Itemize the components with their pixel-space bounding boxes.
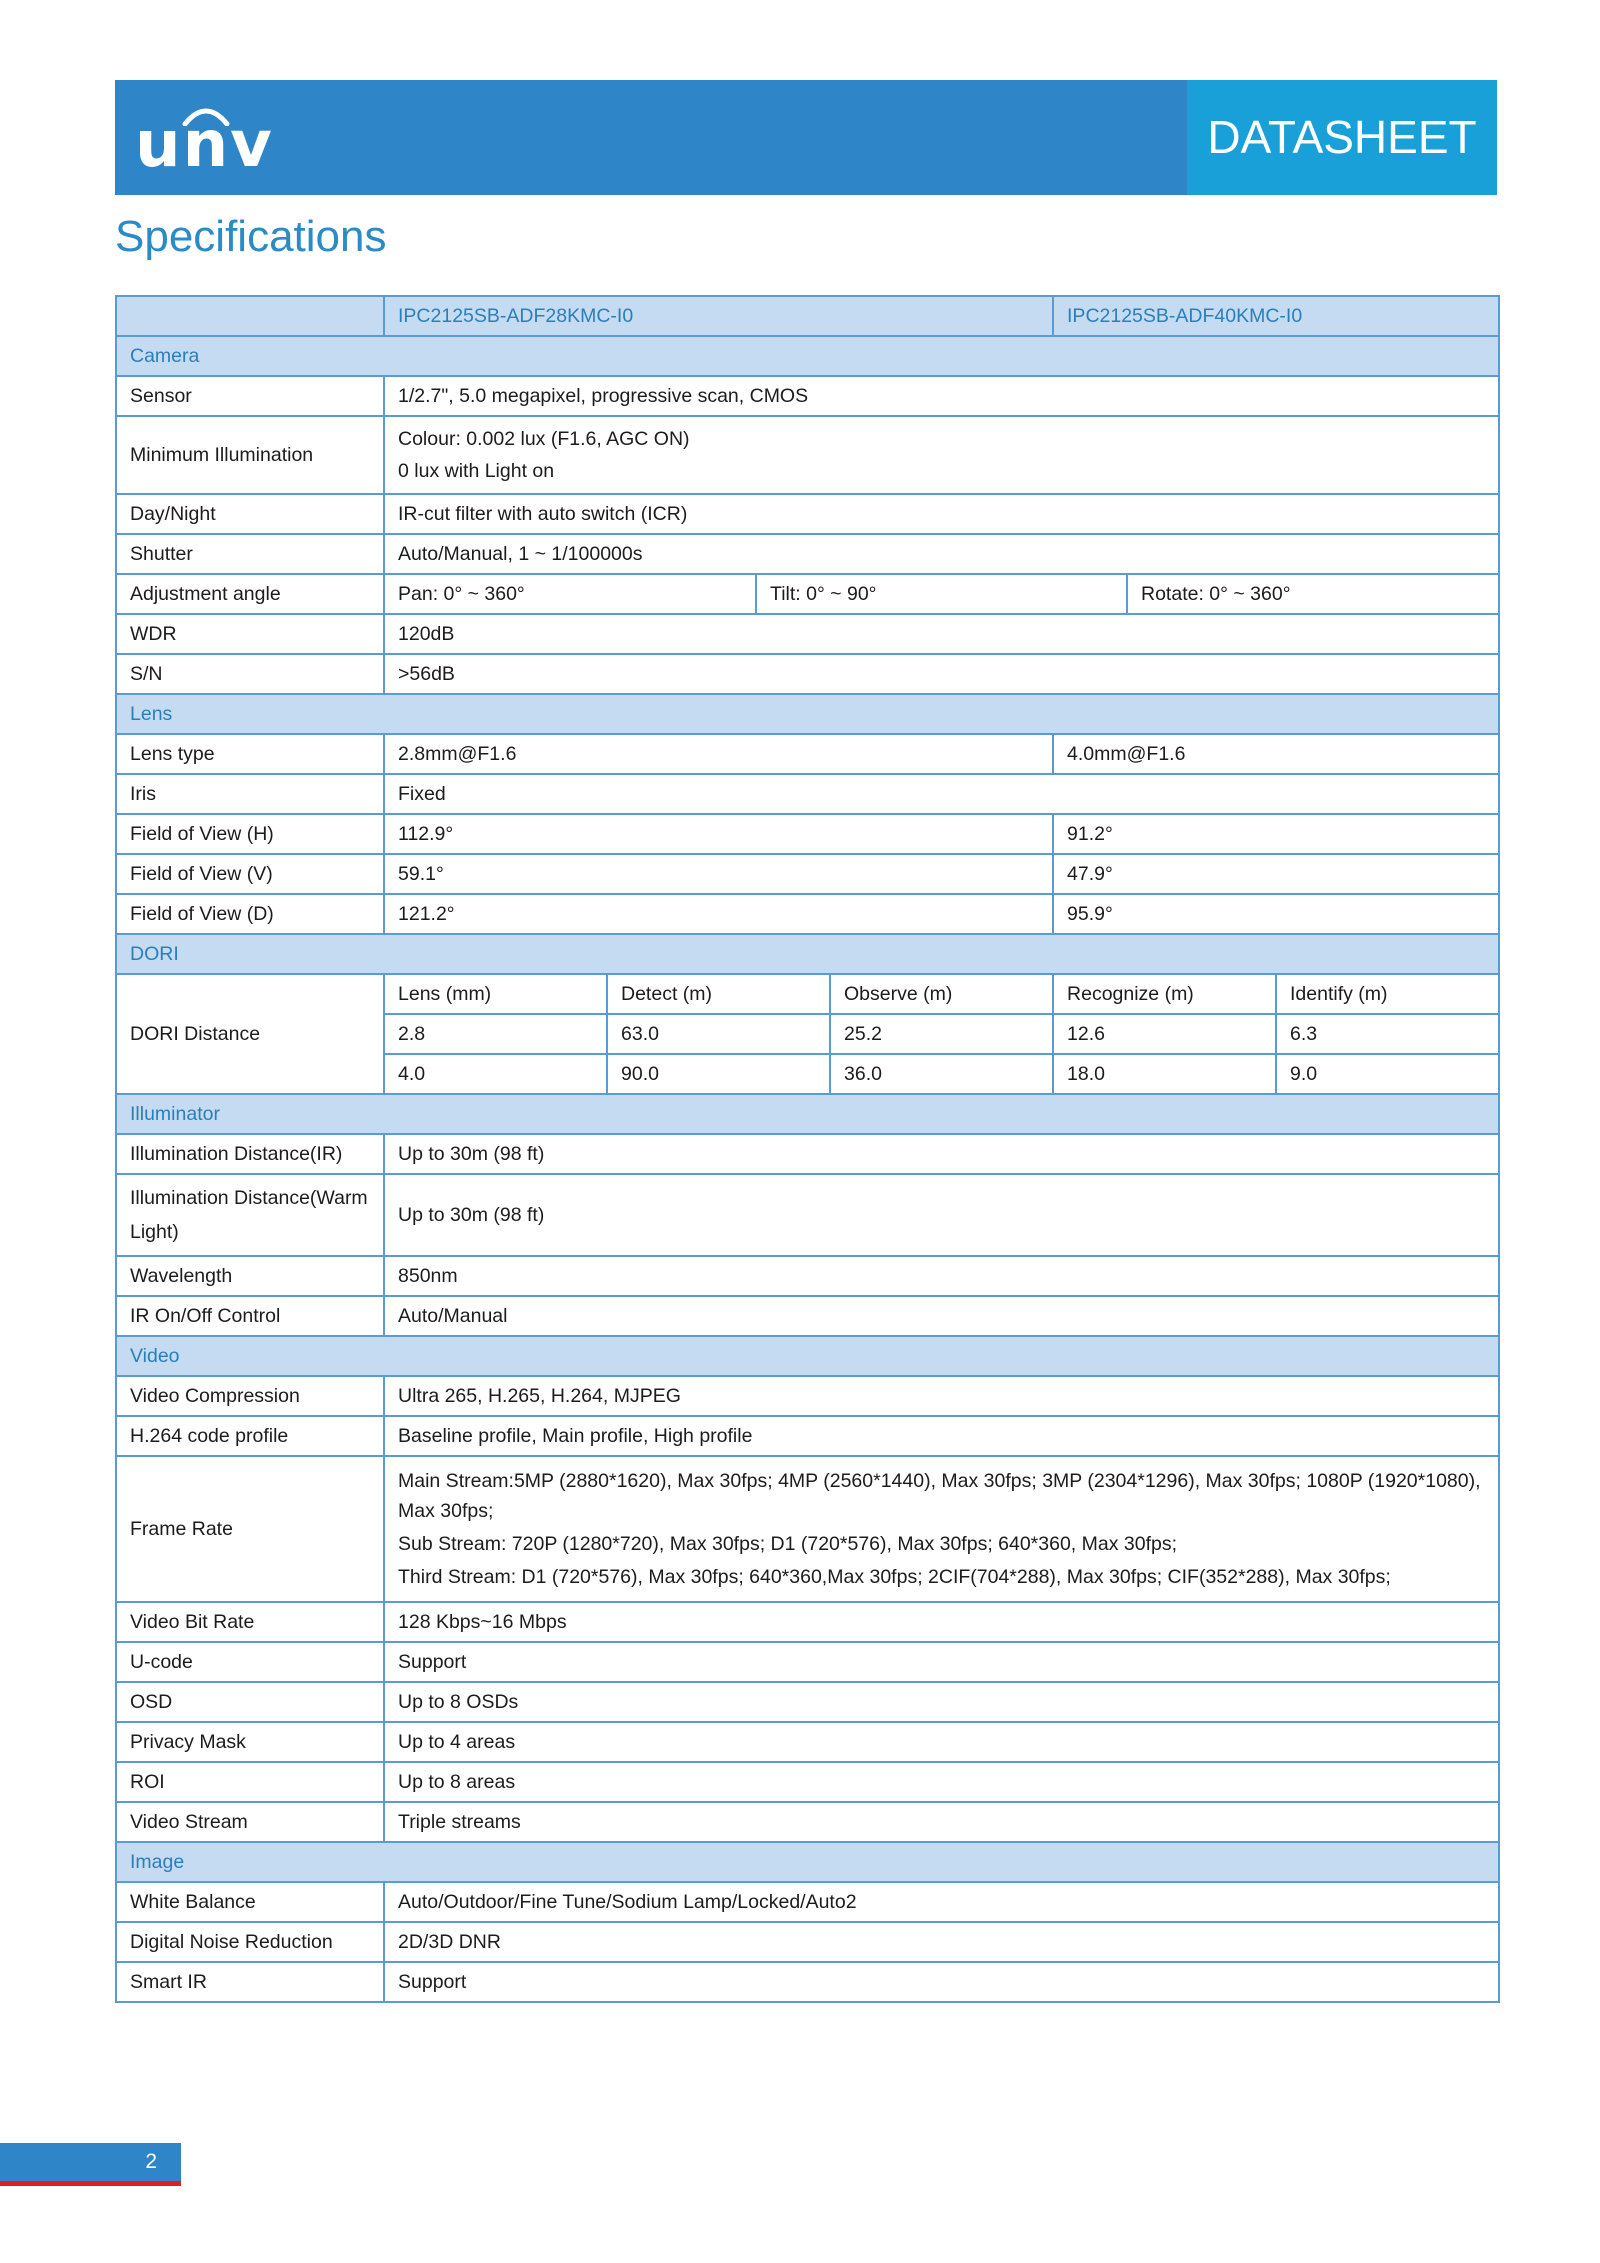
row-value: >56dB bbox=[384, 654, 1499, 694]
row-label: ROI bbox=[116, 1762, 384, 1802]
row-label: Sensor bbox=[116, 376, 384, 416]
row-value: Auto/Outdoor/Fine Tune/Sodium Lamp/Locked/Auto2 bbox=[384, 1882, 1499, 1922]
section-title: Image bbox=[116, 1842, 1499, 1882]
table-row bbox=[116, 614, 1499, 654]
row-value bbox=[384, 416, 1499, 494]
value-line: 0 lux with Light on bbox=[398, 460, 555, 482]
row-label: Lens type bbox=[116, 734, 384, 774]
row-value: 128 Kbps~16 Mbps bbox=[384, 1602, 1499, 1642]
table-row bbox=[116, 1376, 1499, 1416]
dori-header: Recognize (m) bbox=[1053, 974, 1276, 1014]
table-row bbox=[116, 1456, 1499, 1602]
row-label: WDR bbox=[116, 614, 384, 654]
dori-header-row bbox=[116, 974, 1499, 1014]
tilt-value: Tilt: 0° ~ 90° bbox=[756, 575, 1127, 613]
table-row bbox=[116, 1962, 1499, 2002]
logo-text: unv bbox=[135, 108, 274, 182]
row-value: 850nm bbox=[384, 1256, 1499, 1296]
table-row bbox=[116, 1416, 1499, 1456]
row-value: Triple streams bbox=[384, 1802, 1499, 1842]
rotate-value: Rotate: 0° ~ 360° bbox=[1141, 582, 1291, 605]
section-title: Video bbox=[116, 1336, 1499, 1376]
row-label: Privacy Mask bbox=[116, 1722, 384, 1762]
model-header-row bbox=[116, 296, 1499, 336]
dori-cell: 36.0 bbox=[830, 1054, 1053, 1094]
section-camera bbox=[116, 336, 1499, 376]
row-label: U-code bbox=[116, 1642, 384, 1682]
spec-table bbox=[115, 295, 1500, 2003]
adjust-subtable bbox=[385, 575, 1498, 613]
dori-cell: 12.6 bbox=[1053, 1014, 1276, 1054]
row-value: Ultra 265, H.265, H.264, MJPEG bbox=[384, 1376, 1499, 1416]
row-label: Minimum Illumination bbox=[116, 416, 384, 494]
dori-cell: 4.0 bbox=[384, 1054, 607, 1094]
row-value-model-2: 91.2° bbox=[1053, 814, 1499, 854]
row-value: 1/2.7", 5.0 megapixel, progressive scan, CMOS bbox=[384, 376, 1499, 416]
logo-arc-icon bbox=[181, 104, 231, 126]
row-value: IR-cut filter with auto switch (ICR) bbox=[384, 494, 1499, 534]
table-row bbox=[116, 734, 1499, 774]
table-row bbox=[116, 774, 1499, 814]
row-value: Support bbox=[384, 1962, 1499, 2002]
header-banner bbox=[115, 80, 1497, 195]
row-label: Frame Rate bbox=[116, 1456, 384, 1602]
dori-header: Observe (m) bbox=[830, 974, 1053, 1014]
row-label: Field of View (D) bbox=[116, 894, 384, 934]
section-title: Illuminator bbox=[116, 1094, 1499, 1134]
brand-logo bbox=[135, 92, 285, 182]
row-value: Up to 4 areas bbox=[384, 1722, 1499, 1762]
page-number: 2 bbox=[0, 2143, 181, 2181]
value-line: Sub Stream: 720P (1280*720), Max 30fps; D1 (720*576), Max 30fps; 640*360, Max 30fps; bbox=[398, 1533, 1178, 1555]
section-image bbox=[116, 1842, 1499, 1882]
table-row bbox=[116, 1134, 1499, 1174]
dori-header: Identify (m) bbox=[1276, 974, 1499, 1014]
row-label: Smart IR bbox=[116, 1962, 384, 2002]
page-title: Specifications bbox=[115, 212, 387, 261]
row-label: Day/Night bbox=[116, 494, 384, 534]
row-label: DORI Distance bbox=[116, 974, 384, 1094]
row-label: Adjustment angle bbox=[116, 574, 384, 614]
row-label: S/N bbox=[116, 654, 384, 694]
dori-cell: 25.2 bbox=[830, 1014, 1053, 1054]
section-video bbox=[116, 1336, 1499, 1376]
model-1: IPC2125SB-ADF28KMC-I0 bbox=[384, 296, 1053, 336]
row-label: Field of View (V) bbox=[116, 854, 384, 894]
dori-header: Lens (mm) bbox=[384, 974, 607, 1014]
row-value: Up to 30m (98 ft) bbox=[384, 1134, 1499, 1174]
row-label: Digital Noise Reduction bbox=[116, 1922, 384, 1962]
section-illuminator bbox=[116, 1094, 1499, 1134]
pan-value: Pan: 0° ~ 360° bbox=[385, 575, 756, 613]
table-row bbox=[116, 574, 1499, 614]
row-label: White Balance bbox=[116, 1882, 384, 1922]
datasheet-label: DATASHEET bbox=[1187, 80, 1497, 195]
table-row bbox=[116, 494, 1499, 534]
row-value: Up to 8 areas bbox=[384, 1762, 1499, 1802]
row-label: Illumination Distance(Warm Light) bbox=[116, 1174, 384, 1256]
model-header-blank bbox=[116, 296, 384, 336]
page-number-underline bbox=[0, 2181, 181, 2186]
row-value-model-1: 121.2° bbox=[384, 894, 1053, 934]
table-row bbox=[116, 1922, 1499, 1962]
section-title: Camera bbox=[116, 336, 1499, 376]
row-label: H.264 code profile bbox=[116, 1416, 384, 1456]
dori-cell: 2.8 bbox=[384, 1014, 607, 1054]
row-value-model-1: 112.9° bbox=[384, 814, 1053, 854]
row-value: Up to 30m (98 ft) bbox=[384, 1174, 1499, 1256]
row-value: Up to 8 OSDs bbox=[384, 1682, 1499, 1722]
table-row bbox=[116, 1722, 1499, 1762]
dori-header: Detect (m) bbox=[607, 974, 830, 1014]
table-row bbox=[116, 814, 1499, 854]
table-row bbox=[116, 1802, 1499, 1842]
row-label: Iris bbox=[116, 774, 384, 814]
dori-cell: 9.0 bbox=[1276, 1054, 1499, 1094]
row-value: 120dB bbox=[384, 614, 1499, 654]
row-label: Field of View (H) bbox=[116, 814, 384, 854]
value-line: Main Stream:5MP (2880*1620), Max 30fps; 4MP (2560*1440), Max 30fps; 3MP (2304*1296), Max 30fps; 1080P (1920*1080), Max 30fps; bbox=[398, 1470, 1481, 1522]
section-lens bbox=[116, 694, 1499, 734]
row-label: IR On/Off Control bbox=[116, 1296, 384, 1336]
row-label: Video Stream bbox=[116, 1802, 384, 1842]
row-label: Shutter bbox=[116, 534, 384, 574]
row-value: Support bbox=[384, 1642, 1499, 1682]
table-row bbox=[116, 376, 1499, 416]
table-row bbox=[116, 1256, 1499, 1296]
table-row bbox=[116, 654, 1499, 694]
adjust-values bbox=[384, 574, 1499, 614]
table-row bbox=[116, 1642, 1499, 1682]
dori-cell: 6.3 bbox=[1276, 1014, 1499, 1054]
row-value: Auto/Manual bbox=[384, 1296, 1499, 1336]
row-value-model-1: 2.8mm@F1.6 bbox=[384, 734, 1053, 774]
value-line: Colour: 0.002 lux (F1.6, AGC ON) bbox=[398, 428, 690, 450]
row-value-model-1: 59.1° bbox=[384, 854, 1053, 894]
row-value: Baseline profile, Main profile, High profile bbox=[384, 1416, 1499, 1456]
row-label: Illumination Distance(IR) bbox=[116, 1134, 384, 1174]
section-dori bbox=[116, 934, 1499, 974]
row-label: Wavelength bbox=[116, 1256, 384, 1296]
row-label: OSD bbox=[116, 1682, 384, 1722]
row-value-model-2: 4.0mm@F1.6 bbox=[1053, 734, 1499, 774]
table-row bbox=[116, 1682, 1499, 1722]
table-row bbox=[116, 1762, 1499, 1802]
dori-cell: 18.0 bbox=[1053, 1054, 1276, 1094]
table-row bbox=[116, 894, 1499, 934]
row-value-model-2: 95.9° bbox=[1053, 894, 1499, 934]
row-value bbox=[384, 1456, 1499, 1602]
row-value-model-2: 47.9° bbox=[1053, 854, 1499, 894]
table-row bbox=[116, 1174, 1499, 1256]
section-title: Lens bbox=[116, 694, 1499, 734]
row-value: Fixed bbox=[384, 774, 1499, 814]
table-row bbox=[116, 1882, 1499, 1922]
row-value: Auto/Manual, 1 ~ 1/100000s bbox=[384, 534, 1499, 574]
row-label: Video Bit Rate bbox=[116, 1602, 384, 1642]
value-line: Third Stream: D1 (720*576), Max 30fps; 640*360,Max 30fps; 2CIF(704*288), Max 30fps; CIF(352*288), Max 30fps; bbox=[398, 1566, 1391, 1588]
table-row bbox=[116, 416, 1499, 494]
row-value: 2D/3D DNR bbox=[384, 1922, 1499, 1962]
table-row bbox=[116, 854, 1499, 894]
table-row bbox=[116, 1296, 1499, 1336]
row-label: Video Compression bbox=[116, 1376, 384, 1416]
dori-cell: 90.0 bbox=[607, 1054, 830, 1094]
model-2: IPC2125SB-ADF40KMC-I0 bbox=[1053, 296, 1499, 336]
dori-cell: 63.0 bbox=[607, 1014, 830, 1054]
table-row bbox=[116, 534, 1499, 574]
table-row bbox=[116, 1602, 1499, 1642]
section-title: DORI bbox=[116, 934, 1499, 974]
